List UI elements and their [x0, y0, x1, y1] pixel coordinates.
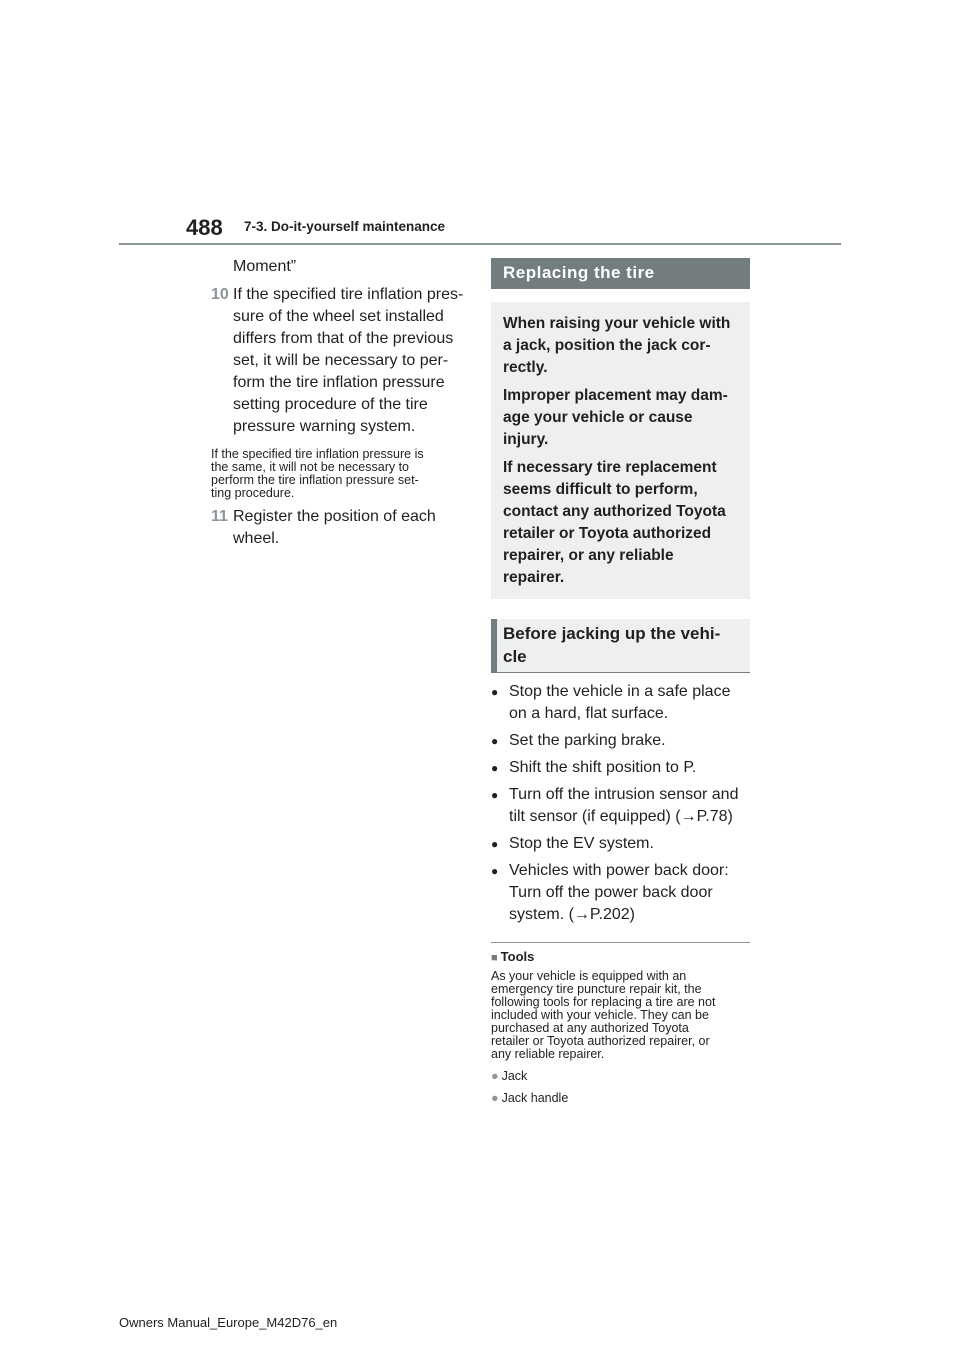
tools-line: following tools for replacing a tire are not — [491, 995, 716, 1009]
warning-line: If necessary tire replacement — [503, 459, 717, 476]
subheading-line: Before jacking up the vehi- — [503, 624, 721, 643]
list-item — [491, 784, 750, 828]
note-line: the same, it will not be necessary to — [211, 460, 410, 474]
step-text — [233, 506, 436, 550]
step-line: differs from that of the previous — [233, 330, 454, 347]
subsection-heading — [491, 619, 750, 673]
note-line: If the specified tire inflation pressure is — [211, 447, 424, 461]
tool-item-text: Jack handle — [501, 1091, 569, 1105]
header-rule — [119, 243, 841, 245]
bullet-line: on a hard, flat surface. — [509, 705, 669, 722]
list-item — [491, 833, 750, 855]
step-line: setting procedure of the tire — [233, 396, 428, 413]
warning-paragraph — [503, 385, 738, 451]
tools-line: retailer or Toyota authorized repairer, or — [491, 1034, 710, 1048]
bullet-icon: ● — [491, 837, 499, 851]
step-11 — [211, 506, 469, 550]
circle-bullet-icon: ● — [491, 1069, 499, 1083]
tools-heading — [491, 949, 750, 964]
bullet-line: Turn off the intrusion sensor and — [509, 786, 739, 803]
warning-line: repairer, or any reliable — [503, 547, 674, 564]
warning-line: seems difficult to perform, — [503, 481, 698, 498]
tools-heading-text: Tools — [500, 949, 535, 964]
warning-line: rectly. — [503, 359, 548, 376]
warning-line: retailer or Toyota authorized — [503, 525, 712, 542]
section-heading: Replacing the tire — [491, 258, 750, 289]
note — [211, 448, 469, 500]
right-column — [491, 258, 750, 1105]
divider — [491, 942, 750, 943]
warning-line: repairer. — [503, 569, 565, 586]
step-number: 11 — [211, 508, 228, 525]
warning-paragraph — [503, 313, 738, 379]
tools-line: purchased at any authorized Toyota — [491, 1021, 689, 1035]
warning-line: contact any authorized Toyota — [503, 503, 726, 520]
step-text — [233, 284, 463, 438]
bullet-line: Turn off the power back door — [509, 884, 713, 901]
list-item — [491, 730, 750, 752]
bullet-line: Shift the shift position to P. — [509, 759, 697, 776]
page-number: 488 — [186, 215, 223, 240]
square-bullet-icon: ■ — [491, 952, 498, 964]
step-line: Register the position of each — [233, 508, 436, 525]
bullet-list — [491, 681, 750, 926]
step-line: If the specified tire inflation pres- — [233, 286, 464, 303]
warning-line: When raising your vehicle with — [503, 315, 731, 332]
step-line: sure of the wheel set installed — [233, 308, 444, 325]
step-line: pressure warning system. — [233, 418, 416, 435]
continued-text: Moment” — [233, 258, 297, 275]
warning-line: Improper placement may dam- — [503, 387, 728, 404]
list-item — [491, 757, 750, 779]
warning-line: age your vehicle or cause — [503, 409, 693, 426]
step-10 — [211, 284, 469, 438]
tool-item — [491, 1092, 750, 1105]
step-line: form the tire inflation pressure — [233, 374, 445, 391]
tools-line: As your vehicle is equipped with an — [491, 969, 687, 983]
note-line: ting procedure. — [211, 486, 295, 500]
left-column — [211, 256, 469, 550]
bullet-icon: ● — [491, 734, 499, 748]
step-line: wheel. — [233, 530, 280, 547]
page-reference-link[interactable]: system. (→P.202) — [509, 906, 635, 923]
tools-line: included with your vehicle. They can be — [491, 1008, 709, 1022]
bullet-line: Stop the EV system. — [509, 835, 654, 852]
page-reference-link[interactable]: tilt sensor (if equipped) (→P.78) — [509, 808, 733, 825]
bullet-icon: ● — [491, 788, 499, 802]
bullet-icon: ● — [491, 761, 499, 775]
section-title: 7-3. Do-it-yourself maintenance — [244, 219, 446, 234]
tool-item — [491, 1070, 750, 1083]
bullet-line: Stop the vehicle in a safe place — [509, 683, 731, 700]
warning-paragraph — [503, 457, 738, 589]
circle-bullet-icon: ● — [491, 1091, 499, 1105]
tools-paragraph — [491, 970, 750, 1061]
note-line: perform the tire inflation pressure set- — [211, 473, 419, 487]
bullet-icon: ● — [491, 685, 499, 699]
tools-line: emergency tire puncture repair kit, the — [491, 982, 702, 996]
warning-line: a jack, position the jack cor- — [503, 337, 711, 354]
subheading-line: cle — [503, 647, 527, 666]
footer-text: Owners Manual_Europe_M42D76_en — [119, 1315, 338, 1330]
bullet-line: Set the parking brake. — [509, 732, 666, 749]
tools-line: any reliable repairer. — [491, 1047, 605, 1061]
warning-box — [491, 302, 750, 599]
step-number: 10 — [211, 286, 229, 303]
step-line: set, it will be necessary to per- — [233, 352, 449, 369]
bullet-line: Vehicles with power back door: — [509, 862, 729, 879]
list-item — [491, 860, 750, 926]
tool-item-text: Jack — [501, 1069, 528, 1083]
warning-line: injury. — [503, 431, 549, 448]
bullet-icon: ● — [491, 864, 499, 878]
list-item — [491, 681, 750, 725]
